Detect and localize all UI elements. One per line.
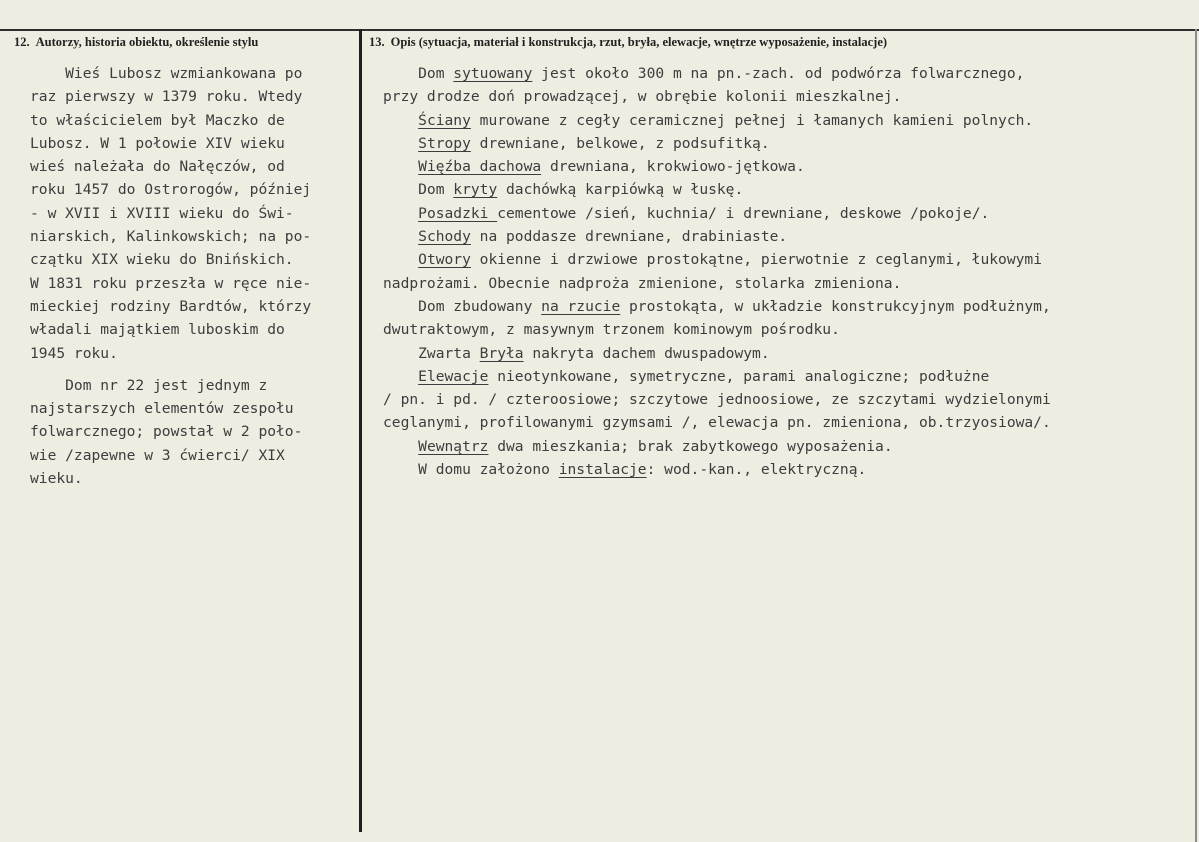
- line-text: ceglanymi, profilowanymi gzymsami /, elewacja pn. zmieniona, ob.trzyosiowa/.: [383, 414, 1051, 432]
- line-text: W domu założono: [383, 461, 559, 479]
- paragraph-gap: [30, 365, 355, 374]
- section-13-number: 13.: [369, 35, 385, 49]
- line-text: [383, 251, 418, 268]
- description-line: [383, 155, 1183, 178]
- underlined-term: Otwory: [418, 251, 471, 269]
- text-line: władali majątkiem luboskim do: [30, 321, 285, 339]
- line-text: murowane z cegły ceramicznej pełnej i łamanych kamieni polnych.: [470, 111, 1034, 129]
- underlined-term: Elewacje: [418, 367, 489, 385]
- line-text: [383, 228, 418, 245]
- section-12-heading: [14, 35, 258, 50]
- line-text: nieotynkowane, symetryczne, parami analogiczne; podłużne: [488, 367, 990, 385]
- underlined-term: Posadzki: [418, 204, 498, 222]
- underlined-term: Ściany: [418, 111, 471, 129]
- column-divider: [359, 29, 362, 832]
- description-line: [383, 248, 1183, 271]
- line-text: na poddasze drewniane, drabiniaste.: [470, 228, 788, 246]
- description-line: [383, 365, 1183, 388]
- section-13-title: Opis (sytuacja, materiał i konstrukcja, rzut, bryła, elewacje, wnętrze wyposażenie, instalacje): [390, 35, 888, 49]
- text-line: wie /zapewne w 3 ćwierci/ XIX: [30, 446, 285, 464]
- section-13-heading: [369, 35, 887, 50]
- description-line: [383, 388, 1183, 411]
- line-text: nadprożami. Obecnie nadproża zmienione, stolarka zmieniona.: [383, 274, 902, 292]
- line-text: [383, 368, 418, 385]
- underlined-term: na rzucie: [541, 297, 621, 315]
- line-text: Dom zbudowany: [383, 297, 542, 315]
- underlined-term: kryty: [453, 181, 498, 199]
- line-text: [383, 135, 418, 152]
- right-border: [1195, 29, 1197, 842]
- line-text: cementowe /sień, kuchnia/ i drewniane, deskowe /pokoje/.: [497, 204, 990, 222]
- description-line: [383, 435, 1183, 458]
- description-line: [383, 109, 1183, 132]
- underlined-term: sytuowany: [453, 65, 533, 82]
- underlined-term: instalacje: [558, 461, 647, 479]
- line-text: drewniana, krokwiowo-jętkowa.: [541, 158, 805, 176]
- text-line: Wieś Lubosz wzmiankowana po: [30, 65, 303, 82]
- underlined-term: Więźba dachowa: [418, 158, 542, 176]
- history-text: [30, 62, 355, 490]
- line-text: nakryta dachem dwuspadowym.: [523, 344, 770, 362]
- description-line: [383, 62, 1183, 85]
- text-line: czątku XIX wieku do Bnińskich.: [30, 251, 294, 269]
- text-line: wieku.: [30, 470, 83, 488]
- section-12-title: Autorzy, historia obiektu, określenie stylu: [35, 35, 259, 49]
- line-text: [383, 112, 418, 129]
- underlined-term: Stropy: [418, 134, 471, 152]
- description-line: [383, 411, 1183, 434]
- text-line: najstarszych elementów zespołu: [30, 400, 294, 418]
- line-text: : wod.-kan., elektryczną.: [646, 461, 867, 479]
- underlined-term: Wewnątrz: [418, 437, 489, 455]
- underlined-term: Bryła: [479, 344, 524, 362]
- description-line: [383, 132, 1183, 155]
- section-12-number: 12.: [14, 35, 30, 49]
- line-text: [383, 158, 418, 175]
- description-line: [383, 272, 1183, 295]
- line-text: dwutraktowym, z masywnym trzonem kominowym pośrodku.: [383, 321, 840, 339]
- text-line: raz pierwszy w 1379 roku. Wtedy: [30, 88, 303, 106]
- line-text: [383, 438, 418, 455]
- text-line: wieś należała do Nałęczów, od: [30, 158, 285, 176]
- text-line: roku 1457 do Ostrorogów, później: [30, 181, 312, 199]
- line-text: Dom: [383, 181, 454, 199]
- description-text: [383, 62, 1183, 481]
- text-line: to właścicielem był Maczko de: [30, 111, 285, 129]
- description-line: [383, 85, 1183, 108]
- text-line: Dom nr 22 jest jednym z: [30, 376, 268, 394]
- line-text: drewniane, belkowe, z podsufitką.: [470, 134, 770, 152]
- line-text: dachówką karpiówką w łuskę.: [497, 181, 744, 199]
- line-text: dwa mieszkania; brak zabytkowego wyposażenia.: [488, 437, 893, 455]
- line-text: jest około 300 m na pn.-zach. od podwórza folwarcznego,: [532, 65, 1025, 82]
- description-line: [383, 458, 1183, 481]
- text-line: folwarcznego; powstał w 2 poło-: [30, 423, 303, 441]
- text-line: 1945 roku.: [30, 344, 118, 362]
- line-text: prostokąta, w układzie konstrukcyjnym podłużnym,: [620, 297, 1051, 315]
- text-line: W 1831 roku przeszła w ręce nie-: [30, 274, 312, 292]
- underlined-term: Schody: [418, 228, 471, 246]
- description-line: [383, 318, 1183, 341]
- description-line: [383, 295, 1183, 318]
- line-text: Zwarta: [383, 344, 480, 362]
- top-rule: [0, 29, 1199, 31]
- line-text: okienne i drzwiowe prostokątne, pierwotnie z ceglanymi, łukowymi: [470, 251, 1042, 269]
- description-line: [383, 202, 1183, 225]
- line-text: przy drodze doń prowadzącej, w obrębie kolonii mieszkalnej.: [383, 88, 902, 106]
- line-text: [383, 205, 418, 222]
- description-line: [383, 342, 1183, 365]
- text-line: mieckiej rodziny Bardtów, którzy: [30, 297, 312, 315]
- description-line: [383, 178, 1183, 201]
- line-text: Dom: [383, 65, 454, 82]
- text-line: niarskich, Kalinkowskich; na po-: [30, 228, 312, 246]
- description-line: [383, 225, 1183, 248]
- text-line: Lubosz. W 1 połowie XIV wieku: [30, 134, 285, 152]
- line-text: / pn. i pd. / czteroosiowe; szczytowe jednoosiowe, ze szczytami wydzielonymi: [383, 391, 1051, 409]
- text-line: - w XVII i XVIII wieku do Świ-: [30, 204, 294, 222]
